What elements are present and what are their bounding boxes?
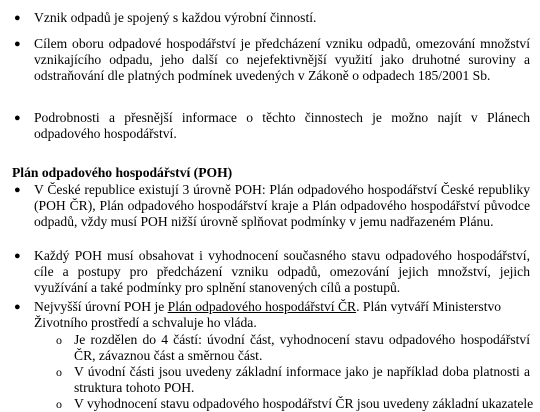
bullet-marker: ● — [14, 12, 21, 24]
section-heading: Plán odpadového hospodářství (POH) — [12, 165, 233, 180]
bullet-marker: ● — [14, 112, 21, 124]
sub-bullet-text: V úvodní části jsou uvedeny základní informace jako je například doba platnosti a struktura tohoto POH. — [74, 364, 530, 395]
bullet-text: Podrobnosti a přesnější informace o těchto činnostech je možno najít v Plánech odpadového hospodářství. — [34, 110, 530, 141]
plan-poh-cr-link[interactable]: Plán odpadového hospodářství ČR — [167, 299, 357, 314]
bullet-marker: ● — [14, 38, 21, 50]
sub-bullet-marker: o — [56, 365, 62, 379]
bullet-text: Každý POH musí obsahovat i vyhodnocení současného stavu odpadového hospodářství, cíle a postupy pro předcházení vzniku odpadů, omezování jejich množství, jejich využívání a také podmínky pro splnění stanovených cílů a postupů. — [34, 248, 530, 295]
bullet-text: Cílem oboru odpadové hospodářství je předcházení vzniku odpadů, omezování množství vznikajícího odpadu, jeho další co nejefektivnější využití jako druhotné suroviny a odstraňování dle platných podmínek uvedených v Zákoně o odpadech 185/2001 Sb. — [34, 36, 530, 83]
sub-bullet-marker: o — [56, 333, 62, 347]
sub-bullet-text: Je rozdělen do 4 částí: úvodní část, vyhodnocení stavu odpadového hospodářství ČR, závaznou část a směrnou část. — [74, 332, 530, 363]
bullet-text: Vznik odpadů je spojený s každou výrobní činností. — [34, 10, 317, 25]
sub-bullet-text-cut: V vyhodnocení stavu odpadového hospodářství ČR jsou uvedeny základní ukazatele — [74, 396, 534, 411]
sub-bullet-marker: o — [56, 397, 62, 411]
bullet-marker: ● — [14, 250, 21, 262]
bullet-text-poh-cr — [34, 299, 530, 331]
text-suffix: . Plán vytváří Ministerstvo Životního prostředí a schvaluje ho vláda. — [34, 299, 502, 330]
bullet-marker: ● — [14, 184, 21, 196]
bullet-text: V České republice existují 3 úrovně POH: Plán odpadového hospodářství České republiky (POH ČR), Plán odpadového hospodářství kraje a Plán odpadového hospodářství původce odpadů, vždy musí POH nižší úrovně splňovat podmínky v jemu nadřazeném Plánu. — [34, 182, 530, 229]
bullet-marker: ● — [14, 301, 21, 313]
text-prefix: Nejvyšší úrovní POH je — [34, 299, 168, 314]
